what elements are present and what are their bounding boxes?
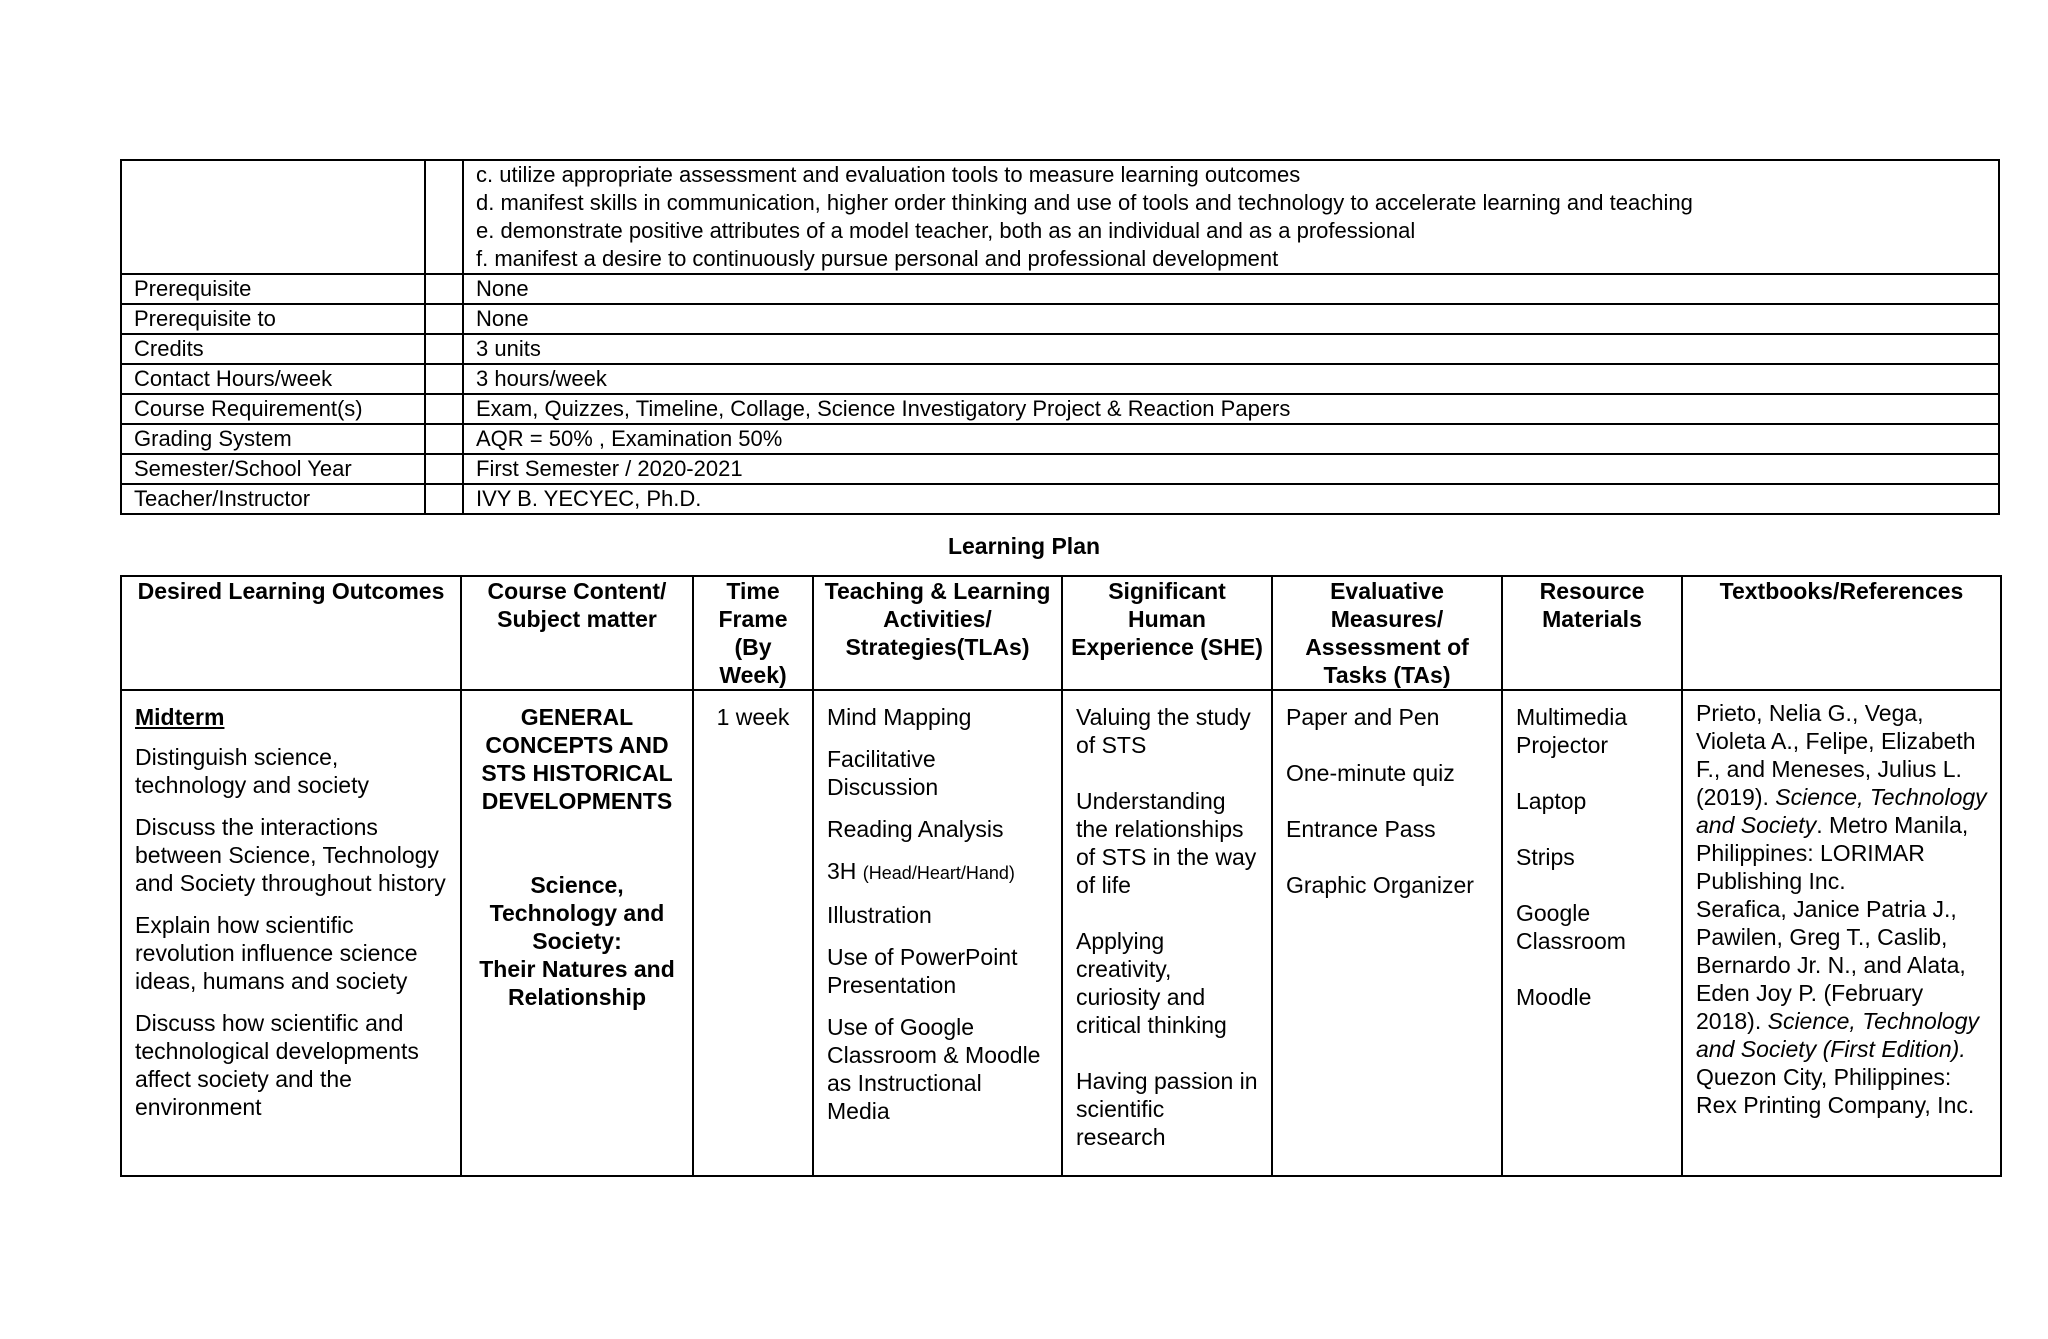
tlas-cell (813, 690, 1062, 1176)
she-item: Understanding the relationships of STS in the way of life (1076, 788, 1257, 898)
assessment-cell (1272, 690, 1502, 1176)
objective-d: d. manifest skills in communication, higher order thinking and use of tools and technology to accelerate learning and teaching (476, 190, 1693, 215)
content-subtopic-2: Their Natures and Relationship (479, 956, 675, 1010)
she-item: Applying creativity, curiosity and critical thinking (1076, 928, 1227, 1038)
header-desired-outcomes: Desired Learning Outcomes (121, 576, 461, 690)
info-value: First Semester / 2020-2021 (463, 454, 1999, 484)
reference-2-title: Science, Technology and Society (First Edition). (1696, 1008, 1980, 1062)
tla-item: Illustration (827, 902, 932, 928)
content-topic: GENERAL CONCEPTS AND STS HISTORICAL DEVELOPMENTS (481, 704, 673, 814)
header-assessment: Evaluative Measures/ Assessment of Tasks (TAs) (1272, 576, 1502, 690)
tla-item: Facilitative Discussion (827, 746, 939, 800)
tla-item: Use of Google Classroom & Moodle as Instructional Media (827, 1014, 1041, 1124)
time-frame-cell: 1 week (693, 690, 813, 1176)
info-value: None (463, 274, 1999, 304)
tla-3h-detail: (Head/Heart/Hand) (862, 863, 1015, 883)
content-subtopic-1: Science, Technology and Society: (489, 872, 665, 954)
info-row-prerequisite (121, 274, 1999, 304)
learning-plan-table (120, 575, 2002, 1177)
header-she: Significant Human Experience (SHE) (1062, 576, 1272, 690)
reference-1-title: Science, Technology and Society (1696, 784, 1987, 838)
info-label: Semester/School Year (121, 454, 425, 484)
info-row-semester (121, 454, 1999, 484)
info-label: Course Requirement(s) (121, 394, 425, 424)
outcome-item: Distinguish science, technology and society (135, 744, 369, 798)
reference-2: Serafica, Janice Patria J., Pawilen, Greg T., Caslib, Bernardo Jr. N., and Alata, Eden Joy P. (February 2018). Science, Technology and Society (First Edition). Quezon City, Philippines: Rex Printing Company, Inc. (1696, 896, 1980, 1118)
header-references: Textbooks/References (1682, 576, 2001, 690)
resource-item: Strips (1516, 844, 1575, 870)
info-row-teacher (121, 484, 1999, 514)
assessment-item: Entrance Pass (1286, 816, 1436, 842)
objective-f: f. manifest a desire to continuously pursue personal and professional development (476, 246, 1279, 271)
info-label: Prerequisite (121, 274, 425, 304)
tla-item: Mind Mapping (827, 704, 972, 730)
info-label: Teacher/Instructor (121, 484, 425, 514)
info-label: Grading System (121, 424, 425, 454)
assessment-item: Paper and Pen (1286, 704, 1440, 730)
resource-item: Laptop (1516, 788, 1587, 814)
resource-item: Moodle (1516, 984, 1592, 1010)
info-row-grading-system (121, 424, 1999, 454)
learning-plan-title: Learning Plan (947, 533, 1101, 559)
outcome-item: Explain how scientific revolution influence science ideas, humans and society (135, 912, 418, 994)
info-row-prerequisite-to (121, 304, 1999, 334)
references-cell (1682, 690, 2001, 1176)
info-row-credits (121, 334, 1999, 364)
tla-item-3h (827, 857, 1048, 887)
info-value: 3 hours/week (463, 364, 1999, 394)
resource-item: Google Classroom (1516, 900, 1626, 954)
info-value: Exam, Quizzes, Timeline, Collage, Science Investigatory Project & Reaction Papers (463, 394, 1999, 424)
objective-c: c. utilize appropriate assessment and evaluation tools to measure learning outcomes (476, 162, 1301, 187)
she-item: Having passion in scientific research (1076, 1068, 1258, 1150)
info-value: 3 units (463, 334, 1999, 364)
objectives-row (121, 160, 1999, 274)
learning-plan-midterm-row (121, 690, 2001, 1176)
tla-item: Reading Analysis (827, 816, 1004, 842)
assessment-item: Graphic Organizer (1286, 872, 1474, 898)
learning-plan-header-row (121, 576, 2001, 690)
info-value: IVY B. YECYEC, Ph.D. (463, 484, 1999, 514)
she-cell (1062, 690, 1272, 1176)
header-tlas: Teaching & Learning Activities/ Strategies(TLAs) (813, 576, 1062, 690)
reference-1: Prieto, Nelia G., Vega, Violeta A., Felipe, Elizabeth F., and Meneses, Julius L. (2019). Science, Technology and Society. Metro Manila, Philippines: LORIMAR Publishing Inc. (1696, 700, 1987, 894)
term-label: Midterm (135, 704, 225, 730)
content-cell (461, 690, 693, 1176)
header-time-frame: Time Frame (By Week) (693, 576, 813, 690)
she-item: Valuing the study of STS (1076, 704, 1251, 758)
assessment-item: One-minute quiz (1286, 760, 1455, 786)
info-row-contact-hours (121, 364, 1999, 394)
info-value: None (463, 304, 1999, 334)
objective-e: e. demonstrate positive attributes of a model teacher, both as an individual and as a professional (476, 218, 1416, 243)
header-resources: Resource Materials (1502, 576, 1682, 690)
resource-item: Multimedia Projector (1516, 704, 1628, 758)
tla-item: Use of PowerPoint Presentation (827, 944, 1018, 998)
info-value: AQR = 50% , Examination 50% (463, 424, 1999, 454)
info-label: Credits (121, 334, 425, 364)
course-info-table (120, 159, 2000, 515)
outcome-item: Discuss the interactions between Science, Technology and Society throughout history (135, 814, 446, 896)
info-label: Prerequisite to (121, 304, 425, 334)
info-row-course-requirements (121, 394, 1999, 424)
objectives-cell (463, 160, 1999, 274)
header-course-content: Course Content/ Subject matter (461, 576, 693, 690)
outcomes-cell (121, 690, 461, 1176)
resources-cell (1502, 690, 1682, 1176)
outcome-item: Discuss how scientific and technological developments affect society and the environment (135, 1010, 419, 1120)
tla-3h: 3H (827, 858, 857, 884)
info-label: Contact Hours/week (121, 364, 425, 394)
